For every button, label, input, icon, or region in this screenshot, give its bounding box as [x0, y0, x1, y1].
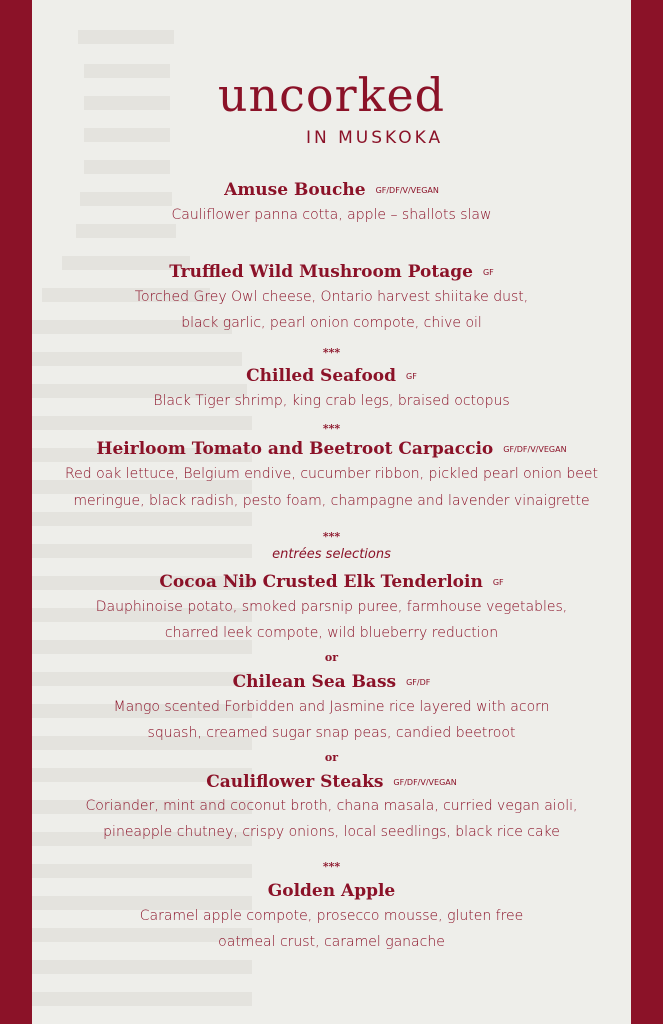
- course-desc: black garlic, pearl onion compote, chive oil: [181, 315, 482, 331]
- brand-logo: uncorked: [217, 68, 446, 122]
- brand-subtitle: IN MUSKOKA: [306, 128, 444, 148]
- separator: ***: [322, 860, 341, 873]
- dietary-tag: GF/DF/V/VEGAN: [393, 778, 457, 787]
- dietary-tag: GF: [406, 372, 417, 381]
- course-desc: meringue, black radish, pesto foam, champagne and lavender vinaigrette: [73, 493, 590, 509]
- course-desc: Mango scented Forbidden and Jasmine rice layered with acorn: [113, 699, 550, 715]
- course-desc: Black Tiger shrimp, king crab legs, braised octopus: [153, 393, 510, 409]
- separator: ***: [322, 530, 341, 543]
- course-desc: Red oak lettuce, Belgium endive, cucumber ribbon, pickled pearl onion beet: [65, 466, 598, 482]
- course-title-dessert: Golden Apple: [267, 881, 396, 901]
- course-desc: Cauliflower panna cotta, apple – shallots slaw: [171, 207, 492, 223]
- course-desc: Torched Grey Owl cheese, Ontario harvest shiitake dust,: [134, 289, 529, 305]
- course-desc: charred leek compote, wild blueberry reduction: [164, 625, 499, 641]
- course-title-potage: Truffled Wild Mushroom Potage GF: [169, 262, 494, 282]
- dietary-tag: GF/DF/V/VEGAN: [503, 445, 567, 454]
- course-desc: oatmeal crust, caramel ganache: [218, 934, 445, 950]
- course-desc: Caramel apple compote, prosecco mousse, gluten free: [139, 908, 524, 924]
- course-title-elk: Cocoa Nib Crusted Elk Tenderloin GF: [159, 572, 504, 592]
- course-desc: Coriander, mint and coconut broth, chana masala, curried vegan aioli,: [85, 798, 578, 814]
- course-desc: Dauphinoise potato, smoked parsnip puree, farmhouse vegetables,: [95, 599, 568, 615]
- course-title-carpaccio: Heirloom Tomato and Beetroot Carpaccio GF/DF/V/VEGAN: [96, 439, 567, 459]
- or-separator: or: [324, 651, 339, 664]
- dietary-tag: GF/DF/V/VEGAN: [375, 186, 439, 195]
- course-title-seabass: Chilean Sea Bass GF/DF: [232, 672, 431, 692]
- dietary-tag: GF: [492, 578, 504, 587]
- course-desc: pineapple chutney, crispy onions, local seedlings, black rice cake: [103, 824, 560, 840]
- entrees-heading: entrées selections: [272, 547, 391, 562]
- separator: ***: [322, 422, 341, 435]
- dietary-tag: GF: [482, 268, 494, 277]
- course-title-amuse-bouche: Amuse Bouche GF/DF/V/VEGAN: [224, 180, 439, 200]
- course-title-cauliflower: Cauliflower Steaks GF/DF/V/VEGAN: [206, 772, 457, 792]
- or-separator: or: [324, 751, 339, 764]
- course-desc: squash, creamed sugar snap peas, candied beetroot: [147, 725, 516, 741]
- course-title-seafood: Chilled Seafood GF: [246, 366, 417, 386]
- separator: ***: [322, 346, 341, 359]
- dietary-tag: GF/DF: [406, 678, 431, 687]
